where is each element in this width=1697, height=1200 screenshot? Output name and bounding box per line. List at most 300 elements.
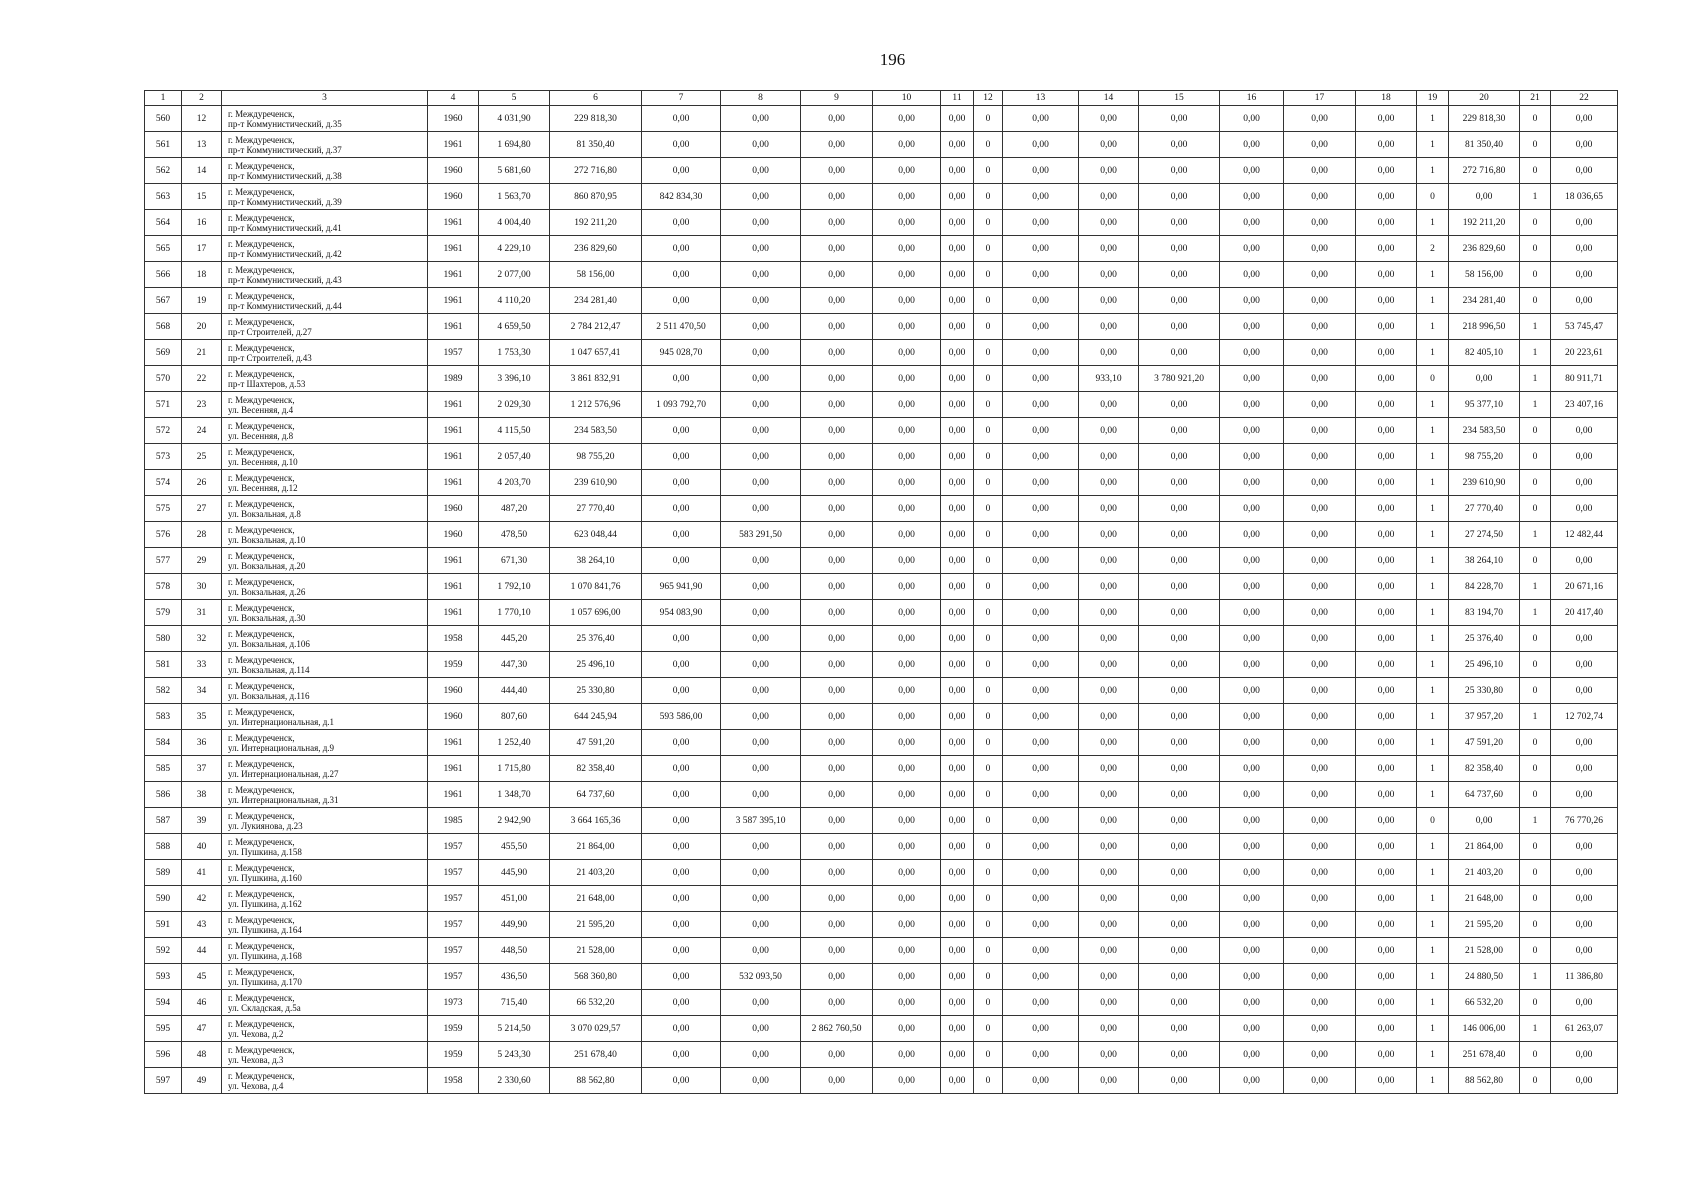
table-cell: 0,00 [1139, 912, 1220, 938]
table-cell: 0,00 [721, 366, 801, 392]
table-cell: 29 [182, 548, 222, 574]
table-cell: 0,00 [941, 678, 974, 704]
table-cell: 20 223,61 [1551, 340, 1618, 366]
table-cell: 0 [974, 1042, 1003, 1068]
table-cell: 0,00 [1356, 340, 1417, 366]
table-cell: 41 [182, 860, 222, 886]
table-cell: 0,00 [1003, 470, 1079, 496]
table-cell: 1 070 841,76 [550, 574, 642, 600]
table-cell: 5 681,60 [479, 158, 550, 184]
table-cell: 1961 [428, 236, 479, 262]
table-cell: 82 405,10 [1449, 340, 1520, 366]
table-cell: 0,00 [941, 756, 974, 782]
table-cell: 0,00 [1139, 1042, 1220, 1068]
table-cell: 0,00 [721, 470, 801, 496]
table-cell: 1 [1417, 470, 1449, 496]
table-cell: 0,00 [642, 678, 721, 704]
table-row [145, 548, 1618, 574]
table-cell: 842 834,30 [642, 184, 721, 210]
table-cell: 192 211,20 [1449, 210, 1520, 236]
table-cell: 3 861 832,91 [550, 366, 642, 392]
table-cell: 0,00 [941, 1042, 974, 1068]
table-cell: 0,00 [1284, 964, 1356, 990]
table-cell: 586 [145, 782, 182, 808]
table-cell: 15 [182, 184, 222, 210]
table-cell: 0,00 [1220, 574, 1284, 600]
table-cell: 0,00 [1356, 808, 1417, 834]
table-cell: 0,00 [1003, 938, 1079, 964]
table-cell: 0,00 [941, 314, 974, 340]
table-cell: 1961 [428, 444, 479, 470]
table-cell: 37 957,20 [1449, 704, 1520, 730]
table-cell: 1 [1417, 210, 1449, 236]
table-cell: 0,00 [873, 314, 941, 340]
table-cell: 0,00 [873, 236, 941, 262]
table-cell: 39 [182, 808, 222, 834]
table-cell: 568 [145, 314, 182, 340]
table-cell: 1 [1417, 652, 1449, 678]
table-cell: 715,40 [479, 990, 550, 1016]
table-cell: 0,00 [1551, 548, 1618, 574]
table-cell: 1 [1417, 444, 1449, 470]
table-cell: 0,00 [1003, 392, 1079, 418]
table-cell: 0,00 [941, 938, 974, 964]
table-cell: 81 350,40 [550, 132, 642, 158]
table-cell: 0,00 [1551, 288, 1618, 314]
table-cell: 3 396,10 [479, 366, 550, 392]
table-row [145, 730, 1618, 756]
table-cell: 0,00 [1284, 444, 1356, 470]
column-header: 22 [1551, 91, 1618, 106]
table-cell: 239 610,90 [550, 470, 642, 496]
table-cell: 0,00 [1220, 444, 1284, 470]
table-cell: 0,00 [642, 366, 721, 392]
table-cell: 965 941,90 [642, 574, 721, 600]
table-cell: 2 029,30 [479, 392, 550, 418]
table-cell: 1 [1417, 496, 1449, 522]
table-cell: 567 [145, 288, 182, 314]
table-cell: 0,00 [721, 730, 801, 756]
table-cell: 1961 [428, 288, 479, 314]
address-cell: г. Междуреченск, ул. Пушкина, д.158 [222, 834, 428, 860]
table-row [145, 574, 1618, 600]
table-cell: 1960 [428, 678, 479, 704]
table-cell: 25 496,10 [550, 652, 642, 678]
table-cell: 0,00 [1284, 574, 1356, 600]
table-cell: 1961 [428, 132, 479, 158]
table-cell: 0,00 [1003, 314, 1079, 340]
table-cell: 0,00 [1220, 210, 1284, 236]
table-cell: 591 [145, 912, 182, 938]
table-cell: 0,00 [1551, 418, 1618, 444]
address-cell: г. Междуреченск, пр-т Коммунистический, д.41 [222, 210, 428, 236]
table-cell: 1961 [428, 418, 479, 444]
table-cell: 1985 [428, 808, 479, 834]
table-cell: 0,00 [1284, 132, 1356, 158]
table-cell: 1 [1417, 886, 1449, 912]
table-cell: 0,00 [873, 574, 941, 600]
table-cell: 0 [1520, 860, 1551, 886]
table-cell: 0,00 [1284, 392, 1356, 418]
table-cell: 0,00 [1551, 470, 1618, 496]
table-cell: 0 [1520, 444, 1551, 470]
table-cell: 0,00 [1356, 990, 1417, 1016]
table-cell: 0,00 [1139, 418, 1220, 444]
table-cell: 0,00 [1139, 210, 1220, 236]
table-cell: 583 [145, 704, 182, 730]
table-cell: 0,00 [873, 626, 941, 652]
column-header: 5 [479, 91, 550, 106]
table-cell: 0 [974, 392, 1003, 418]
address-cell: г. Междуреченск, ул. Интернациональная, д.9 [222, 730, 428, 756]
table-cell: 1973 [428, 990, 479, 1016]
table-cell: 0,00 [801, 834, 873, 860]
table-cell: 0,00 [721, 886, 801, 912]
table-cell: 860 870,95 [550, 184, 642, 210]
table-row [145, 678, 1618, 704]
table-cell: 0,00 [873, 184, 941, 210]
table-cell: 0,00 [873, 652, 941, 678]
table-cell: 563 [145, 184, 182, 210]
table-cell: 98 755,20 [550, 444, 642, 470]
table-cell: 0,00 [1139, 652, 1220, 678]
table-row [145, 392, 1618, 418]
table-cell: 478,50 [479, 522, 550, 548]
table-row [145, 1042, 1618, 1068]
table-cell: 0,00 [642, 990, 721, 1016]
table-cell: 0 [974, 210, 1003, 236]
table-cell: 0,00 [1003, 886, 1079, 912]
table-cell: 0,00 [1220, 1042, 1284, 1068]
table-cell: 0,00 [1356, 236, 1417, 262]
table-cell: 565 [145, 236, 182, 262]
table-cell: 0,00 [1003, 210, 1079, 236]
table-cell: 0 [974, 574, 1003, 600]
table-cell: 0,00 [1003, 1068, 1079, 1094]
table-cell: 0,00 [1003, 756, 1079, 782]
table-cell: 0 [1520, 938, 1551, 964]
table-cell: 30 [182, 574, 222, 600]
table-cell: 0,00 [721, 262, 801, 288]
table-cell: 0,00 [721, 912, 801, 938]
table-cell: 0,00 [1220, 756, 1284, 782]
table-cell: 25 376,40 [550, 626, 642, 652]
table-cell: 0,00 [1079, 470, 1139, 496]
table-cell: 0,00 [941, 1016, 974, 1042]
table-cell: 0 [1520, 1068, 1551, 1094]
table-cell: 0,00 [873, 990, 941, 1016]
table-cell: 0,00 [1139, 444, 1220, 470]
table-cell: 933,10 [1079, 366, 1139, 392]
table-cell: 0,00 [873, 392, 941, 418]
table-cell: 0,00 [941, 704, 974, 730]
table-cell: 1961 [428, 730, 479, 756]
table-cell: 81 350,40 [1449, 132, 1520, 158]
table-cell: 0,00 [1079, 548, 1139, 574]
table-cell: 2 057,40 [479, 444, 550, 470]
table-cell: 0,00 [1356, 834, 1417, 860]
table-cell: 0,00 [1356, 132, 1417, 158]
table-cell: 0,00 [801, 938, 873, 964]
table-cell: 0,00 [1079, 158, 1139, 184]
table-cell: 88 562,80 [1449, 1068, 1520, 1094]
table-cell: 0,00 [873, 470, 941, 496]
table-cell: 0,00 [721, 496, 801, 522]
table-row [145, 184, 1618, 210]
table-cell: 80 911,71 [1551, 366, 1618, 392]
table-cell: 1 [1417, 288, 1449, 314]
table-cell: 0,00 [721, 548, 801, 574]
table-cell: 1 [1520, 964, 1551, 990]
table-row [145, 964, 1618, 990]
table-cell: 36 [182, 730, 222, 756]
table-cell: 0 [1520, 912, 1551, 938]
table-cell: 24 [182, 418, 222, 444]
table-row [145, 756, 1618, 782]
table-cell: 0,00 [1139, 184, 1220, 210]
table-cell: 0 [1520, 782, 1551, 808]
table-cell: 21 403,20 [1449, 860, 1520, 886]
table-cell: 0,00 [1356, 444, 1417, 470]
table-cell: 0,00 [642, 626, 721, 652]
table-cell: 561 [145, 132, 182, 158]
table-cell: 0 [974, 756, 1003, 782]
table-cell: 0,00 [873, 756, 941, 782]
address-cell: г. Междуреченск, пр-т Строителей, д.43 [222, 340, 428, 366]
address-cell: г. Междуреченск, ул. Чехова, д.4 [222, 1068, 428, 1094]
table-cell: 4 229,10 [479, 236, 550, 262]
table-cell: 4 110,20 [479, 288, 550, 314]
table-cell: 1957 [428, 834, 479, 860]
table-cell: 0,00 [873, 444, 941, 470]
table-cell: 0,00 [721, 678, 801, 704]
table-cell: 95 377,10 [1449, 392, 1520, 418]
table-cell: 1957 [428, 964, 479, 990]
table-cell: 1 [1417, 314, 1449, 340]
table-cell: 576 [145, 522, 182, 548]
address-cell: г. Междуреченск, ул. Весенняя, д.4 [222, 392, 428, 418]
table-cell: 0,00 [1079, 938, 1139, 964]
table-cell: 0,00 [1220, 184, 1284, 210]
table-cell: 0,00 [721, 1042, 801, 1068]
table-cell: 0,00 [642, 1068, 721, 1094]
table-cell: 0,00 [1284, 470, 1356, 496]
table-cell: 0 [974, 262, 1003, 288]
table-cell: 0,00 [1356, 470, 1417, 496]
table-cell: 0,00 [721, 340, 801, 366]
table-cell: 0,00 [721, 314, 801, 340]
table-cell: 0,00 [801, 990, 873, 1016]
table-cell: 21 528,00 [550, 938, 642, 964]
table-cell: 0,00 [1284, 834, 1356, 860]
table-cell: 1 753,30 [479, 340, 550, 366]
table-cell: 0,00 [941, 262, 974, 288]
table-cell: 2 942,90 [479, 808, 550, 834]
address-cell: г. Междуреченск, ул. Весенняя, д.8 [222, 418, 428, 444]
address-cell: г. Междуреченск, пр-т Коммунистический, д.38 [222, 158, 428, 184]
table-cell: 20 417,40 [1551, 600, 1618, 626]
table-cell: 0 [1520, 886, 1551, 912]
table-cell: 0,00 [1079, 106, 1139, 132]
table-cell: 1 [1520, 392, 1551, 418]
address-cell: г. Междуреченск, пр-т Коммунистический, д.42 [222, 236, 428, 262]
table-cell: 0,00 [1079, 262, 1139, 288]
table-row [145, 912, 1618, 938]
table-cell: 0,00 [1220, 782, 1284, 808]
table-cell: 0,00 [1079, 1068, 1139, 1094]
address-cell: г. Междуреченск, пр-т Коммунистический, д.35 [222, 106, 428, 132]
table-row [145, 236, 1618, 262]
table-cell: 1 [1417, 1016, 1449, 1042]
table-cell: 0,00 [873, 340, 941, 366]
table-cell: 0,00 [642, 262, 721, 288]
table-cell: 584 [145, 730, 182, 756]
table-cell: 0,00 [801, 132, 873, 158]
table-cell: 1 770,10 [479, 600, 550, 626]
table-row [145, 288, 1618, 314]
table-cell: 0 [1520, 990, 1551, 1016]
table-cell: 234 281,40 [550, 288, 642, 314]
table-cell: 0,00 [873, 548, 941, 574]
table-cell: 0,00 [1284, 418, 1356, 444]
address-cell: г. Междуреченск, ул. Чехова, д.2 [222, 1016, 428, 1042]
table-cell: 234 583,50 [550, 418, 642, 444]
table-cell: 1989 [428, 366, 479, 392]
table-cell: 0,00 [1220, 236, 1284, 262]
table-cell: 0,00 [941, 236, 974, 262]
table-cell: 42 [182, 886, 222, 912]
table-cell: 569 [145, 340, 182, 366]
table-cell: 0,00 [1284, 990, 1356, 1016]
table-cell: 1 [1520, 184, 1551, 210]
table-cell: 0,00 [1003, 574, 1079, 600]
table-cell: 0,00 [1003, 808, 1079, 834]
table-cell: 0,00 [1220, 1068, 1284, 1094]
table-cell: 0,00 [1284, 912, 1356, 938]
table-cell: 593 [145, 964, 182, 990]
table-cell: 0,00 [1551, 236, 1618, 262]
table-cell: 236 829,60 [550, 236, 642, 262]
table-row [145, 444, 1618, 470]
table-cell: 1961 [428, 314, 479, 340]
table-cell: 0 [974, 964, 1003, 990]
table-cell: 0,00 [873, 1068, 941, 1094]
table-cell: 487,20 [479, 496, 550, 522]
table-cell: 0,00 [1284, 288, 1356, 314]
table-row [145, 782, 1618, 808]
table-cell: 0,00 [1220, 1016, 1284, 1042]
table-cell: 0,00 [1139, 860, 1220, 886]
table-cell: 0 [1417, 184, 1449, 210]
table-cell: 0,00 [1003, 652, 1079, 678]
table-cell: 19 [182, 288, 222, 314]
table-cell: 0,00 [1079, 184, 1139, 210]
column-header: 16 [1220, 91, 1284, 106]
address-cell: г. Междуреченск, ул. Вокзальная, д.10 [222, 522, 428, 548]
table-cell: 0 [1520, 288, 1551, 314]
table-row [145, 652, 1618, 678]
table-cell: 0 [974, 860, 1003, 886]
table-cell: 35 [182, 704, 222, 730]
table-cell: 0,00 [721, 158, 801, 184]
table-cell: 0 [974, 340, 1003, 366]
address-cell: г. Междуреченск, ул. Чехова, д.3 [222, 1042, 428, 1068]
table-cell: 0,00 [1356, 704, 1417, 730]
table-cell: 1 [1520, 704, 1551, 730]
table-row [145, 1068, 1618, 1094]
table-cell: 0,00 [1284, 522, 1356, 548]
table-cell: 0,00 [1284, 1068, 1356, 1094]
table-cell: 1 [1417, 626, 1449, 652]
table-cell: 1961 [428, 392, 479, 418]
table-cell: 0 [974, 288, 1003, 314]
table-cell: 0,00 [721, 834, 801, 860]
table-cell: 0,00 [1079, 860, 1139, 886]
table-cell: 0,00 [873, 496, 941, 522]
table-cell: 1 348,70 [479, 782, 550, 808]
table-body [145, 106, 1618, 1094]
table-cell: 0,00 [1003, 288, 1079, 314]
table-cell: 945 028,70 [642, 340, 721, 366]
table-cell: 0,00 [1220, 366, 1284, 392]
table-cell: 66 532,20 [550, 990, 642, 1016]
table-cell: 0,00 [1356, 886, 1417, 912]
table-cell: 0 [1520, 236, 1551, 262]
table-cell: 0,00 [1551, 886, 1618, 912]
table-cell: 595 [145, 1016, 182, 1042]
table-cell: 0,00 [642, 548, 721, 574]
table-cell: 0,00 [721, 1016, 801, 1042]
table-cell: 58 156,00 [1449, 262, 1520, 288]
table-cell: 0 [1520, 106, 1551, 132]
table-cell: 234 281,40 [1449, 288, 1520, 314]
table-cell: 26 [182, 470, 222, 496]
table-cell: 0,00 [721, 444, 801, 470]
address-cell: г. Междуреченск, ул. Пушкина, д.164 [222, 912, 428, 938]
table-cell: 0,00 [1139, 236, 1220, 262]
table-cell: 0,00 [1356, 1042, 1417, 1068]
table-cell: 0,00 [1079, 236, 1139, 262]
table-cell: 0,00 [1356, 1068, 1417, 1094]
column-header: 17 [1284, 91, 1356, 106]
table-cell: 0,00 [1551, 132, 1618, 158]
table-cell: 0,00 [721, 652, 801, 678]
table-cell: 0 [1520, 132, 1551, 158]
table-cell: 27 770,40 [1449, 496, 1520, 522]
table-cell: 0,00 [1551, 678, 1618, 704]
table-cell: 0 [974, 496, 1003, 522]
table-cell: 0,00 [873, 106, 941, 132]
table-cell: 0,00 [721, 106, 801, 132]
table-cell: 0,00 [873, 366, 941, 392]
column-header: 1 [145, 91, 182, 106]
table-cell: 0,00 [1220, 340, 1284, 366]
table-cell: 0,00 [801, 106, 873, 132]
table-cell: 0,00 [873, 1016, 941, 1042]
table-cell: 236 829,60 [1449, 236, 1520, 262]
table-cell: 0,00 [801, 808, 873, 834]
table-cell: 0,00 [1284, 366, 1356, 392]
table-cell: 0,00 [801, 392, 873, 418]
table-cell: 0,00 [1139, 626, 1220, 652]
table-cell: 0,00 [642, 496, 721, 522]
table-cell: 0,00 [721, 938, 801, 964]
table-cell: 0,00 [801, 600, 873, 626]
table-cell: 0,00 [873, 1042, 941, 1068]
table-cell: 1 [1417, 912, 1449, 938]
table-cell: 0 [974, 522, 1003, 548]
table-cell: 49 [182, 1068, 222, 1094]
